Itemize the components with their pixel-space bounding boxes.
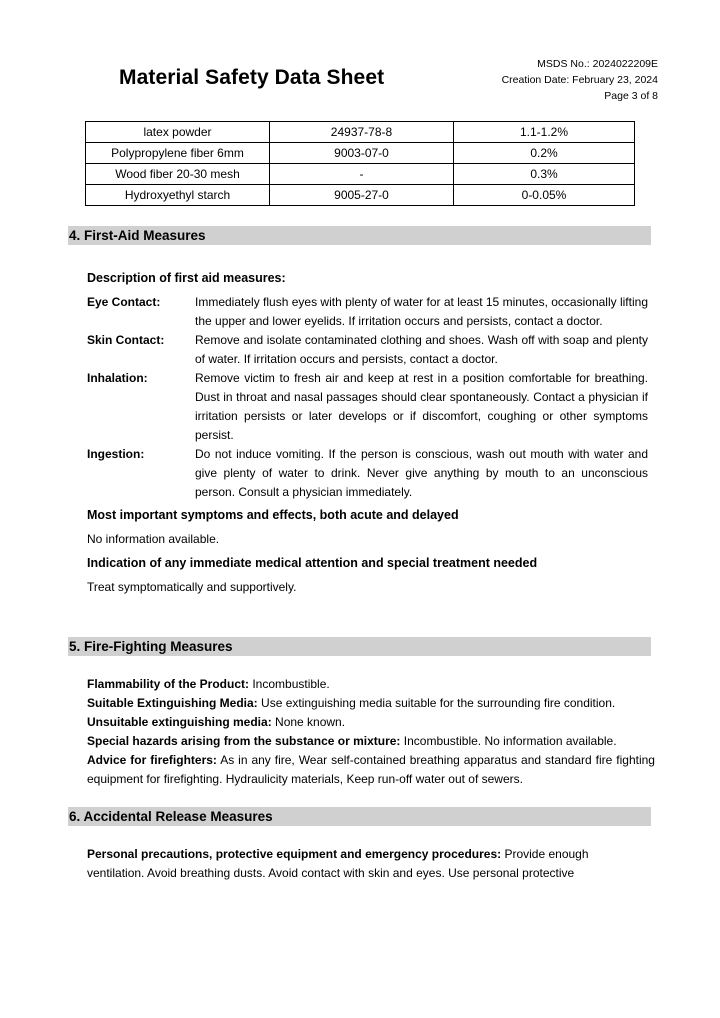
first-aid-label: Skin Contact: (87, 333, 165, 347)
first-aid-label: Ingestion: (87, 447, 145, 461)
msds-number: MSDS No.: 2024022209E (537, 58, 658, 70)
section-6-header: 6. Accidental Release Measures (68, 807, 651, 826)
medical-attention-text: Treat symptomatically and supportively. (87, 580, 297, 594)
flammability-line: Flammability of the Product: Incombustible. (87, 677, 330, 691)
medical-attention-heading: Indication of any immediate medical attention and special treatment needed (87, 556, 538, 570)
cas-number-cell: 24937-78-8 (270, 122, 454, 143)
first-aid-text: Immediately flush eyes with plenty of water for at least 15 minutes, occasionally lifting the upper and lower eyelids. If irritation occurs and persists, contact a doctor. (195, 295, 648, 328)
first-aid-item (87, 331, 648, 369)
creation-date: Creation Date: February 23, 2024 (501, 74, 658, 86)
document-meta (502, 56, 658, 104)
table-row (86, 164, 635, 185)
fire-fighting-block (87, 675, 655, 789)
component-name-cell: Wood fiber 20-30 mesh (86, 164, 270, 185)
percentage-cell: 1.1-1.2% (454, 122, 635, 143)
cas-number-cell: - (270, 164, 454, 185)
percentage-cell: 0.2% (454, 143, 635, 164)
symptoms-heading: Most important symptoms and effects, both acute and delayed (87, 508, 459, 522)
page-number: Page 3 of 8 (604, 90, 658, 102)
accidental-release-block (87, 845, 627, 883)
special-hazards-line: Special hazards arising from the substance or mixture: Incombustible. No information available. (87, 734, 617, 748)
table-row (86, 143, 635, 164)
table-row (86, 122, 635, 143)
first-aid-text: Remove victim to fresh air and keep at rest in a position comfortable for breathing. Dust in throat and nasal passages should clear spontaneously. Contact a physician if irritation persists or later develops or if discomfort, coughing or other symptoms persist. (195, 371, 648, 442)
composition-table (85, 121, 635, 206)
component-name-cell: latex powder (86, 122, 270, 143)
first-aid-text: Do not induce vomiting. If the person is conscious, wash out mouth with water and give plenty of water to drink. Never give anything by mouth to an unconscious person. Consult a physician immediately. (195, 447, 648, 499)
percentage-cell: 0.3% (454, 164, 635, 185)
first-aid-item (87, 445, 648, 502)
first-aid-item (87, 369, 648, 445)
section-4-header: 4. First-Aid Measures (68, 226, 651, 245)
table-row (86, 185, 635, 206)
cas-number-cell: 9005-27-0 (270, 185, 454, 206)
section-5-header: 5. Fire-Fighting Measures (68, 637, 651, 656)
extinguishing-media-line: Suitable Extinguishing Media: Use extinguishing media suitable for the surrounding fire condition. (87, 696, 616, 710)
first-aid-item (87, 293, 648, 331)
personal-precautions: Personal precautions, protective equipment and emergency procedures: Provide enough ventilation. Avoid breathing dusts. Avoid contact with skin and eyes. Use personal protective (87, 847, 589, 880)
first-aid-label: Inhalation: (87, 371, 148, 385)
first-aid-description-heading: Description of first aid measures: (87, 271, 286, 285)
document-title: Material Safety Data Sheet (119, 66, 385, 89)
cas-number-cell: 9003-07-0 (270, 143, 454, 164)
firefighter-advice: Advice for firefighters: As in any fire, Wear self-contained breathing apparatus and standard fire fighting equipment for firefighting. Hydraulicity materials, Keep run-off water out of sewers. (87, 753, 655, 786)
component-name-cell: Hydroxyethyl starch (86, 185, 270, 206)
first-aid-text: Remove and isolate contaminated clothing and shoes. Wash off with soap and plenty of water. If irritation occurs and persists, contact a doctor. (195, 333, 648, 366)
component-name-cell: Polypropylene fiber 6mm (86, 143, 270, 164)
first-aid-block (87, 269, 648, 597)
first-aid-label: Eye Contact: (87, 295, 161, 309)
unsuitable-media-line: Unsuitable extinguishing media: None known. (87, 715, 346, 729)
symptoms-text: No information available. (87, 532, 220, 546)
percentage-cell: 0-0.05% (454, 185, 635, 206)
